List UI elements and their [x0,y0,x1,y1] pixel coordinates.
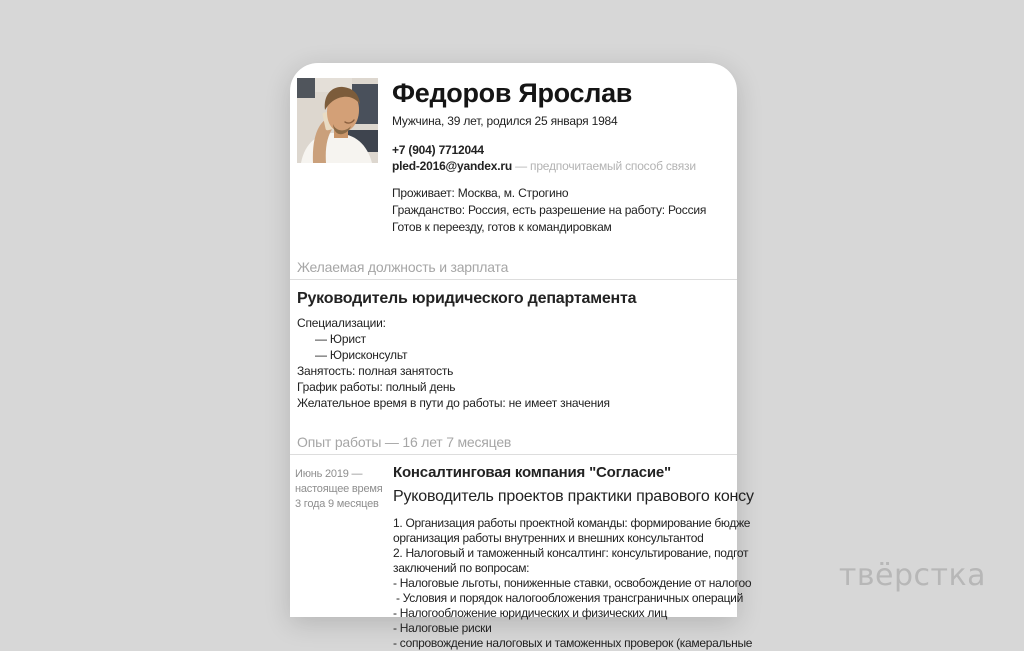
person-subtitle: Мужчина, 39 лет, родился 25 января 1984 [392,114,618,128]
description-line: - Налогообложение юридических и физических лиц [393,606,668,620]
email-note: — предпочитаемый способ связи [511,159,696,173]
commute-line: Желательное время в пути до работы: не имеет значения [297,396,610,410]
header-info [378,78,706,236]
resume-header [290,63,737,236]
specialization-item: — Юрисконсульт [315,348,408,362]
period-line: настоящее время [295,483,383,495]
specialization-item: — Юрист [315,332,366,346]
company-name: Консалтинговая компания "Согласие" [393,464,671,481]
schedule-line: График работы: полный день [297,380,456,394]
period-line: Июнь 2019 — [295,468,363,480]
position-description [393,516,753,651]
description-line: 2. Налоговый и таможенный консалтинг: консультирование, подгот [393,546,749,560]
description-line: - Налоговые риски [393,621,492,635]
employment-line: Занятость: полная занятость [297,364,454,378]
section-header-experience: Опыт работы — 16 лет 7 месяцев [290,435,737,455]
resume-card [290,63,754,650]
desired-position-title: Руководитель юридического департамента [297,290,637,307]
section-header-desired-position: Желаемая должность и зарплата [290,260,737,280]
phone-number: +7 (904) 7712044 [392,143,484,157]
description-line: - сопровождение налоговых и таможенных проверок (камеральные [393,636,753,650]
experience-entry [290,464,754,651]
position-title: Руководитель проектов практики правового консу [393,488,754,505]
email-line [392,158,706,174]
watermark-logo: твёрстка [838,558,986,593]
description-line: - Условия и порядок налогообложения трансграничных операций [393,591,743,605]
citizenship-line: Гражданство: Россия, есть разрешение на работу: Россия [392,203,707,217]
description-line: 1. Организация работы проектной команды: формирование бюдже [393,516,751,530]
location-line: Проживает: Москва, м. Строгино [392,186,569,200]
experience-period [295,464,393,651]
profile-photo-image [297,78,378,163]
experience-details [393,464,754,651]
profile-photo [297,78,378,163]
specializations-label: Специализации: [297,316,386,330]
description-line: заключений по вопросам: [393,561,530,575]
relocation-line: Готов к переезду, готов к командировкам [392,220,612,234]
description-line: организация работы внутренних и внешних консультантоd [393,531,704,545]
contact-block [392,142,706,174]
address-block [392,185,706,236]
description-line: - Налоговые льготы, пониженные ставки, освобождение от налогоо [393,576,752,590]
person-name: Федоров Ярослав [392,78,633,108]
desired-position-block [290,289,737,411]
period-line: 3 года 9 месяцев [295,498,379,510]
email-address: pled-2016@yandex.ru [392,159,512,173]
desired-position-details [297,315,737,411]
